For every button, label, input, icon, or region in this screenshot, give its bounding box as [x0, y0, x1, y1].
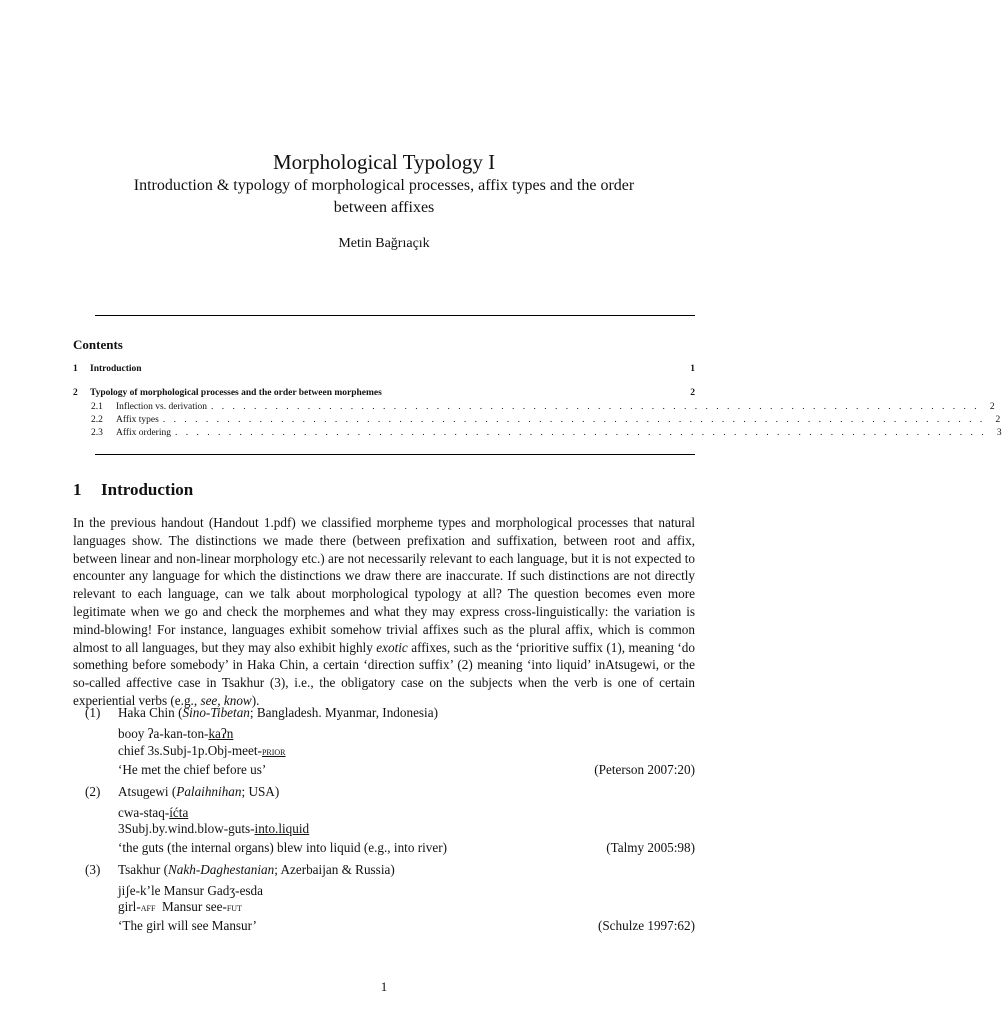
toc-entry-label: Inflection vs. derivation	[116, 402, 208, 412]
toc-subentry-affix-ordering[interactable]	[91, 428, 1002, 441]
toc-subentry-inflection[interactable]	[91, 402, 995, 415]
example-language: Tsakhur	[118, 862, 161, 877]
gloss-highlight: kaʔn	[208, 726, 234, 741]
example-source: (Talmy 2005:98)	[606, 840, 695, 855]
toc-entry-page: 2	[995, 415, 1001, 425]
gloss-line-2	[118, 899, 242, 915]
gloss-highlight: prior	[261, 746, 286, 758]
example-region: ; Azerbaijan & Russia)	[274, 862, 395, 877]
section-heading	[73, 480, 193, 500]
example-number: (3)	[85, 862, 101, 877]
example-language-header: Tsakhur (Nakh-Daghestanian; Azerbaijan & Russia)	[118, 862, 395, 877]
example-region: ; USA)	[241, 784, 280, 799]
gloss-line-2	[118, 743, 286, 759]
example-translation: ‘He met the chief before us’	[118, 762, 267, 777]
gloss-text: cwa-staq-	[118, 805, 170, 820]
example-language-header: Haka Chin (Sino-Tibetan; Bangladesh. Myanmar, Indonesia)	[118, 705, 438, 720]
example-family: Sino-Tibetan	[182, 705, 250, 720]
toc-entry-typology[interactable]	[73, 388, 695, 401]
toc-top-rule	[95, 315, 695, 316]
gloss-highlight: into.liquid	[254, 821, 310, 836]
toc-entry-page: 2	[690, 388, 695, 398]
toc-entry-number: 2.3	[91, 428, 103, 438]
gloss-line-1: jiʃe-k’le Mansur Gadʒ-esda	[118, 883, 263, 898]
example-translation-row	[118, 762, 695, 778]
toc-entry-introduction[interactable]	[73, 364, 695, 377]
gloss-line-1	[118, 726, 233, 742]
toc-dot-leader: . . . . . . . . . . . . . . . . . . . . . . . . . . . . . . . . . . . . . . . . . . . . . . . . . . . . . . . . . . . . . . . . . . . . . . . . . . . . .	[162, 415, 986, 425]
section-title: Introduction	[101, 480, 194, 499]
page-number: 1	[380, 979, 388, 994]
toc-entry-page: 1	[690, 364, 695, 374]
para-text: In the previous handout (Handout 1.pdf) we classified morpheme types and morphological processes that natural languages show. The distinctions we made there (between prefixation and suffixation, between root and affix, between linear and non-linear morphology etc.) are not necessarily relevant to each language, but it is not expected to encounter any language for which the distinctions we draw there are inaccurate. If such distinctions are not directly relevant to each language, can we talk about morphological typology at all? The question becomes even more legitimate when we go and check the morphemes and what they may express cross-linguistically: the variation is mind-blowing! For instance, languages exhibit somehow trivial affixes such as the plural affix, which is common almost to all languages, but they may also exhibit highly	[73, 515, 695, 655]
example-translation: ‘The girl will see Mansur’	[118, 918, 257, 933]
toc-entry-page: 2	[989, 402, 995, 412]
para-emphasis: see, know	[200, 692, 252, 708]
toc-entry-label: Typology of morphological processes and the order between morphemes	[90, 388, 382, 398]
para-text: affixes, such as the ‘prioritive suffix (1), meaning ‘do something before somebody’ in Haka Chin, a certain ‘direction suffix’ (2) meaning ‘into liquid’ inAtsugewi, or the so-called affective case in Tsakhur (3), i.e., the obligatory case on the subjects when the verb is one of certain experiential verbs (e.g.,	[73, 639, 695, 708]
intro-paragraph	[73, 514, 695, 710]
subtitle-line-2: between affixes	[333, 199, 435, 216]
example-source: (Schulze 1997:62)	[597, 918, 695, 933]
para-emphasis: exotic	[376, 639, 408, 655]
toc-dot-leader: . . . . . . . . . . . . . . . . . . . . . . . . . . . . . . . . . . . . . . . . . . . . . . . . . . . . . . . . . . . . . . . . . . . . . . . .	[211, 402, 980, 412]
example-language: Haka Chin	[118, 705, 175, 720]
toc-entry-number: 1	[73, 364, 78, 374]
gloss-abbreviation: aff	[140, 902, 156, 914]
toc-entry-label: Affix ordering	[116, 428, 171, 438]
toc-subentry-affix-types[interactable]	[91, 415, 1001, 428]
toc-entry-label: Affix types	[116, 415, 159, 425]
paper-title: Morphological Typology I	[272, 150, 496, 174]
author-name: Metin Bağrıaçık	[338, 236, 430, 251]
gloss-text: chief 3s.Subj-1p.Obj-meet-	[118, 743, 262, 758]
example-translation: ‘the guts (the internal organs) blew into liquid (e.g., into river)	[118, 840, 447, 855]
gloss-text: Mansur see-	[155, 899, 227, 914]
toc-entry-number: 2.2	[91, 415, 103, 425]
gloss-abbreviation: fut	[226, 902, 242, 914]
para-text: ).	[251, 692, 260, 708]
example-number: (1)	[85, 705, 101, 720]
example-translation-row	[118, 840, 695, 856]
gloss-line-2	[118, 821, 309, 837]
gloss-highlight: íćta	[169, 805, 189, 820]
toc-entry-number: 2.1	[91, 402, 103, 412]
contents-heading: Contents	[73, 337, 123, 352]
toc-dot-leader: . . . . . . . . . . . . . . . . . . . . . . . . . . . . . . . . . . . . . . . . . . . . . . . . . . . . . . . . . . . . . . . . . . . . . . . . . . . .	[174, 428, 987, 438]
example-family: Nakh-Daghestanian	[168, 862, 275, 877]
example-family: Palaihnihan	[176, 784, 242, 799]
subtitle-line-1: Introduction & typology of morphological processes, affix types and the order	[133, 177, 635, 194]
gloss-text: booy ʔa-kan-ton-	[118, 726, 209, 741]
gloss-text: 3Subj.by.wind.blow-guts-	[118, 821, 255, 836]
toc-entry-number: 2	[73, 388, 78, 398]
example-language-header: Atsugewi (Palaihnihan; USA)	[118, 784, 280, 799]
toc-entry-label: Introduction	[90, 364, 142, 374]
gloss-text: girl-	[118, 899, 141, 914]
toc-bottom-rule	[95, 454, 695, 455]
toc-entry-page: 3	[996, 428, 1002, 438]
example-translation-row	[118, 918, 695, 934]
example-language: Atsugewi	[118, 784, 169, 799]
section-number: 1	[73, 480, 82, 499]
example-number: (2)	[85, 784, 101, 799]
example-region: ; Bangladesh. Myanmar, Indonesia)	[249, 705, 438, 720]
example-source: (Peterson 2007:20)	[594, 762, 695, 777]
gloss-line-1	[118, 805, 188, 821]
